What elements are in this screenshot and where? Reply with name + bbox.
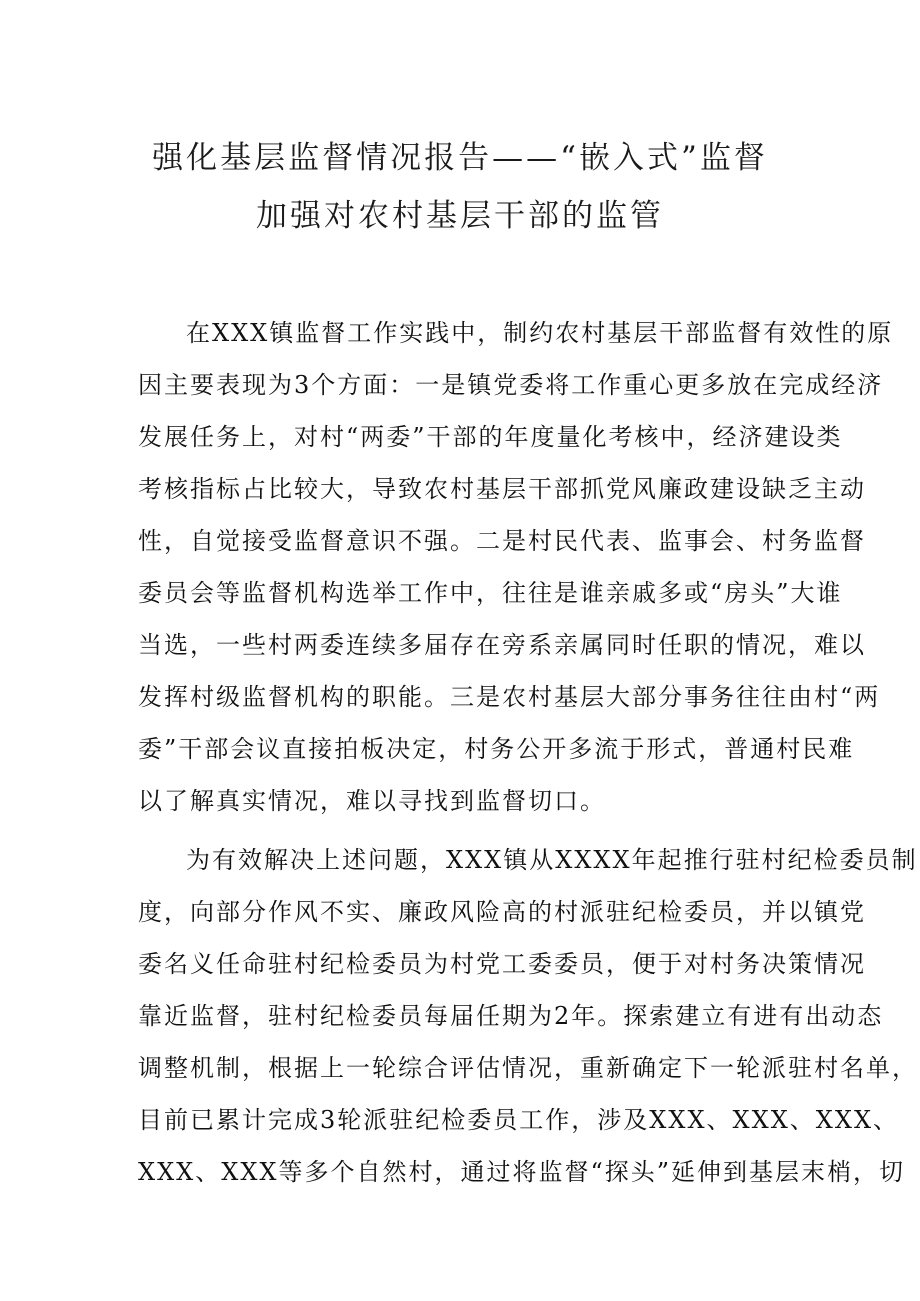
paragraph-line: 委名义任命驻村纪检委员为村党工委委员，便于对村务决策情况 [138, 950, 866, 978]
paragraph-line: 因主要表现为3个方面：一是镇党委将工作重心更多放在完成经济 [138, 371, 884, 399]
paragraph-2 [138, 834, 918, 1198]
paragraph-line: 在XXX镇监督工作实践中，制约农村基层干部监督有效性的原 [186, 319, 894, 347]
document-title-line-2: 加强对农村基层干部的监管 [256, 198, 664, 234]
paragraph-line: 靠近监督，驻村纪检委员每届任期为2年。探索建立有进有出动态 [138, 1002, 884, 1030]
paragraph-1 [138, 307, 894, 827]
paragraph-line: 委”干部会议直接拍板决定，村务公开多流于形式，普通村民难 [138, 735, 855, 763]
paragraph-line: 考核指标占比较大，导致农村基层干部抓党风廉政建设缺乏主动 [138, 475, 866, 503]
document-title-line-1: 强化基层监督情况报告——“嵌入式”监督 [152, 140, 768, 176]
paragraph-line: 度，向部分作风不实、廉政风险高的村派驻纪检委员，并以镇党 [138, 898, 866, 926]
paragraph-line: 发挥村级监督机构的职能。三是农村基层大部分事务往往由村“两 [138, 683, 881, 711]
paragraph-line: 为有效解决上述问题，XXX镇从XXXX年起推行驻村纪检委员制 [186, 846, 918, 874]
paragraph-line: 性，自觉接受监督意识不强。二是村民代表、监事会、村务监督 [138, 527, 866, 555]
paragraph-line: 当选，一些村两委连续多届存在旁系亲属同时任职的情况，难以 [138, 631, 866, 659]
paragraph-line: 目前已累计完成3轮派驻纪检委员工作，涉及XXX、XXX、XXX、 [138, 1106, 900, 1134]
paragraph-line: XXX、XXX等多个自然村，通过将监督“探头”延伸到基层末梢，切 [138, 1158, 906, 1186]
paragraph-line: 发展任务上，对村“两委”干部的年度量化考核中，经济建设类 [138, 423, 843, 451]
paragraph-line: 委员会等监督机构选举工作中，往往是谁亲戚多或“房头”大谁 [138, 579, 843, 607]
paragraph-line: 以了解真实情况，难以寻找到监督切口。 [138, 787, 606, 815]
paragraph-line: 调整机制，根据上一轮综合评估情况，重新确定下一轮派驻村名单， [138, 1054, 918, 1082]
